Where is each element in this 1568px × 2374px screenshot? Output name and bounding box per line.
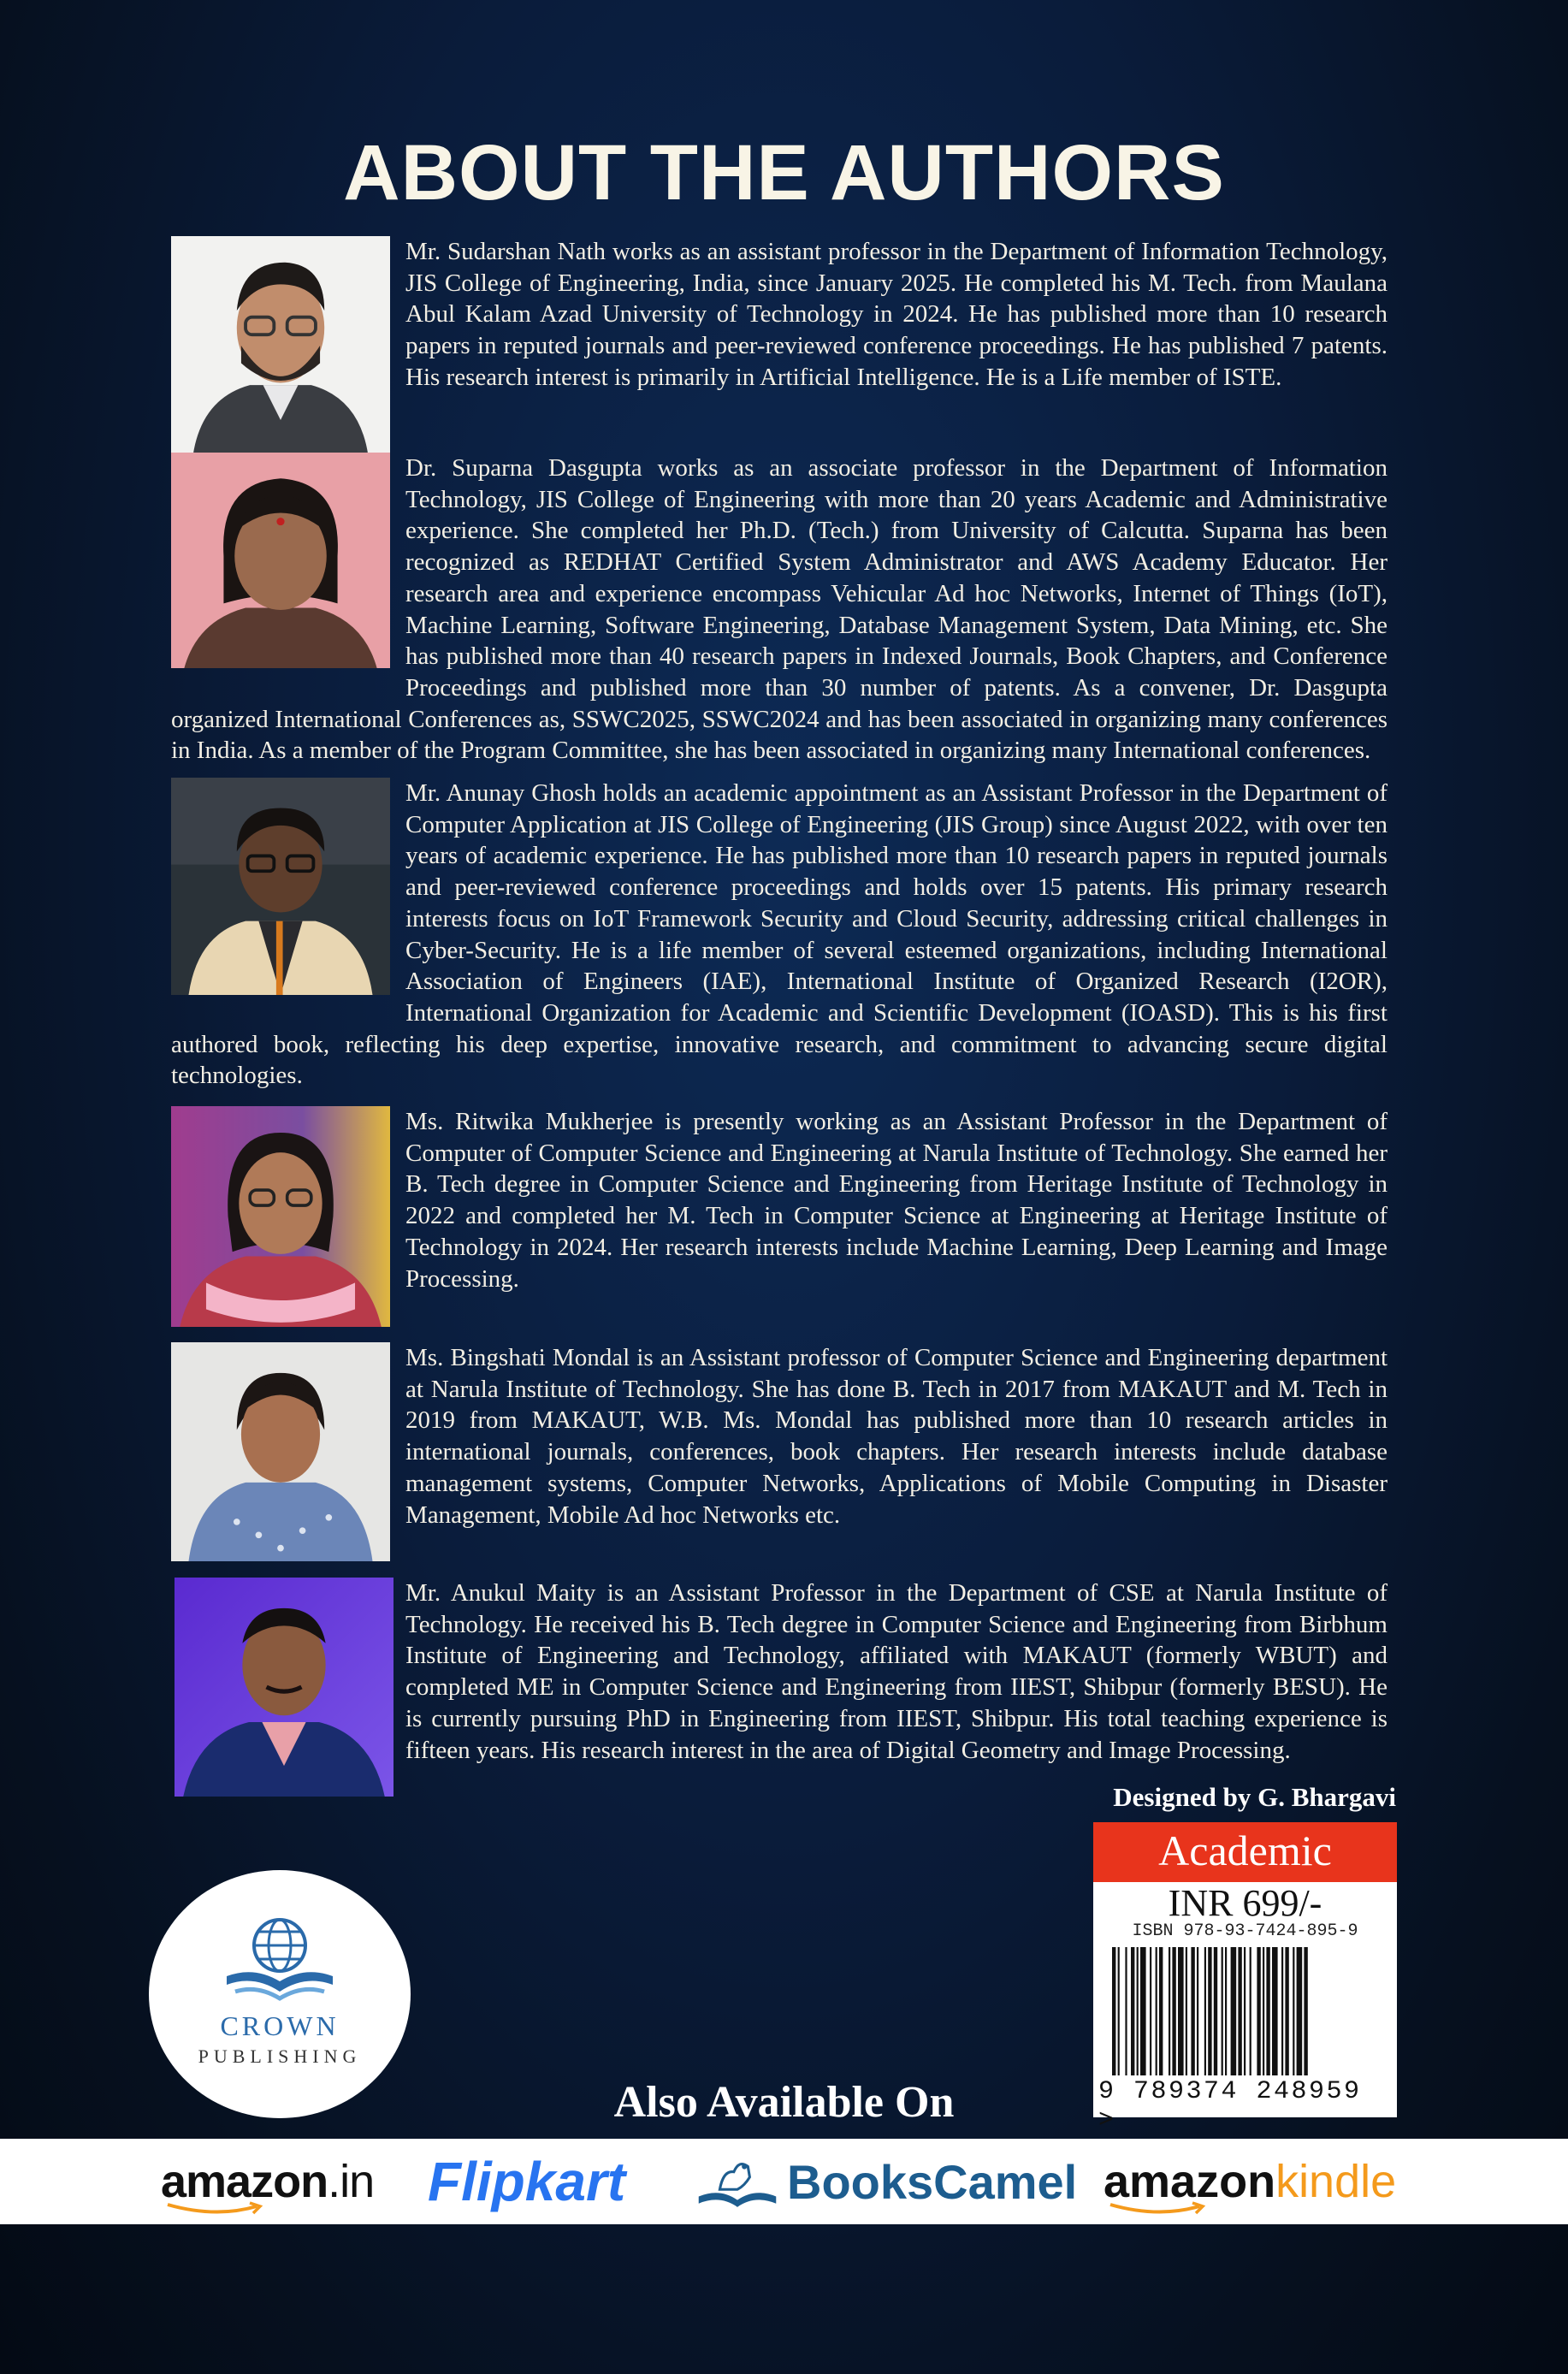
barcode-bar [1238,1947,1241,2075]
barcode-bar [1214,1947,1217,2075]
globe-book-icon [220,1913,340,2007]
bookscamel-label: BooksCamel [787,2154,1078,2209]
author-text: Mr. Anunay Ghosh holds an academic appointment as an Assistant Professor in the Department of Computer Application at JIS College of Engineering (JIS Group) since August 2022, with over ten years of academic experience. He has published more than 10 research papers in reputed journals and peer-reviewed conference proceedings and holds over 15 patents. His primary research interests focus on IoT Framework Security and Cloud Security, addressing critical challenges in Cyber-Security. He is a life member of several esteemed organizations, including International Association of Engineers (IAE), International Institute of Organized Research (I2OR), International Organization for Academic and Scientific Development (IOASD). This is his first authored book, reflecting his deep expertise, innovative research, and commitment to advancing secure digital technologies. [171,779,1388,1090]
author-bio-anunay-ghosh [171,778,1388,1092]
author-photo-anunay-ghosh [171,778,390,995]
page-title: ABOUT THE AUTHORS [343,129,1225,216]
author-photo-suparna-dasgupta [171,453,390,668]
kindle-smile-icon [1107,2201,1210,2218]
author-bio-bingshati-mondal [171,1342,1388,1566]
barcode-bar [1118,1947,1120,2075]
publisher-name-line2: PUBLISHING [198,2045,362,2067]
author-text: Ms. Bingshati Mondal is an Assistant professor of Computer Science and Engineering department at Narula Institute of Technology. She has done B. Tech in 2017 from MAKAUT and M. Tech in 2019 from MAKAUT, W.B. Ms. Mondal has published more than 10 research articles in international journals, conferences, book chapters. Her research interests include database management systems, Computer Networks, Applications of Mobile Computing in Disaster Management, Mobile Ad hoc Networks etc. [405,1344,1388,1529]
amazon-in-suffix: .in [328,2156,375,2207]
author-bio-ritwika-mukherjee [171,1106,1388,1332]
barcode-bar [1285,1947,1288,2075]
isbn-label: ISBN 978-93-7424-895-9 [1132,1921,1358,1941]
barcode-bar [1197,1947,1198,2075]
barcode-bar [1257,1947,1260,2075]
barcode-bar [1172,1947,1175,2075]
barcode-bar [1150,1947,1151,2075]
barcode-bar [1244,1947,1246,2075]
barcode-bar [1112,1947,1115,2075]
barcode-bar [1266,1947,1269,2075]
author-bio-sudarshan-nath [171,236,1388,460]
barcode-bar [1272,1947,1278,2075]
barcode-bar [1297,1947,1303,2075]
designer-credit: Designed by G. Bhargavi [1113,1782,1396,1812]
amazon-in-brand: amazon [161,2156,328,2207]
author-photo-anukul-maity [175,1578,393,1797]
barcode-bar [1191,1947,1194,2075]
barcode-bar [1178,1947,1184,2075]
author-photo-bingshati-mondal [171,1342,390,1561]
flipkart-label: Flipkart [428,2151,626,2212]
barcode-bar [1263,1947,1264,2075]
barcode-bar [1208,1947,1211,2075]
amazon-kindle-logo [1104,2139,1396,2224]
publisher-name-line1: CROWN [220,2010,340,2041]
camel-book-icon [693,2151,782,2212]
barcode-bar [1304,1947,1307,2075]
amazon-smile-icon [164,2201,267,2218]
kindle-amazon-brand: amazon [1104,2156,1276,2207]
store-logos-band [0,2139,1568,2224]
author-photo-sudarshan-nath [171,236,390,455]
barcode-bar [1156,1947,1157,2075]
barcode-bar [1204,1947,1206,2075]
author-text: Dr. Suparna Dasgupta works as an associate professor in the Department of Information Technology, JIS College of Engineering with more than 20 years Academic and Administrative experience. She completed her Ph.D. (Tech.) from University of Calcutta. Suparna has been recognized as REDHAT Certified System Administrator and AWS Academy Educator. Her research area and experience encompass Vehicular Ad hoc Networks, Internet of Things (IoT), Machine Learning, Software Engineering, Database Management System, Data Mining, etc. She has published more than 40 research papers in Indexed Journals, Book Chapters, and Conference Proceedings and published more than 30 number of patents. As a convener, Dr. Dasgupta organized International Conferences as, SSWC2025, SSWC2024 and has been associated in organizing many conferences in India. As a member of the Program Committee, she has been associated in organizing many International conferences. [171,454,1388,765]
kindle-suffix: kindle [1275,2156,1397,2207]
barcode-bar [1125,1947,1127,2075]
also-available-heading: Also Available On [613,2078,955,2127]
barcode-bar [1231,1947,1237,2075]
author-bio-suparna-dasgupta [171,453,1388,767]
category-label: Academic [1093,1822,1397,1882]
amazon-in-logo [161,2139,374,2224]
barcode-block [1093,1822,1397,2135]
author-text: Mr. Sudarshan Nath works as an assistant professor in the Department of Information Technology, JIS College of Engineering, India, since January 2025. He completed his M. Tech. from Maulana Abul Kalam Azad University of Technology in 2024. He has published more than 10 research papers in reputed journals and peer-reviewed conference proceedings. He has published 7 patents. His research interest is primarily in Artificial Intelligence. He is a Life member of ISTE. [405,238,1388,391]
barcode-bar [1222,1947,1223,2075]
barcode-bar [1159,1947,1163,2075]
barcode-bar [1131,1947,1134,2075]
author-photo-ritwika-mukherjee [171,1106,390,1327]
barcode-bars [1110,1947,1381,2075]
barcode-bar [1137,1947,1139,2075]
barcode-bar [1250,1947,1251,2075]
price-label: INR 699/- [1168,1882,1322,1924]
barcode-bar [1281,1947,1283,2075]
bookscamel-logo [693,2139,1077,2224]
author-text: Ms. Ritwika Mukherjee is presently working as an Assistant Professor in the Department of Computer of Computer Science and Engineering at Narula Institute of Technology. She earned her B. Tech degree in Computer Science and Engineering from Heritage Institute of Technology in 2022 and completed her M. Tech in Computer Science at Engineering at Heritage Institute of Technology in 2024. Her research interests include Machine Learning, Deep Learning and Image Processing. [405,1108,1388,1293]
barcode-bar [1169,1947,1170,2075]
barcode-bar [1293,1947,1294,2075]
flipkart-logo [428,2139,625,2224]
barcode-bar [1225,1947,1227,2075]
barcode-bar [1140,1947,1146,2075]
author-bio-anukul-maity [171,1578,1388,1802]
barcode-bar [1186,1947,1187,2075]
barcode-digits: 9 789374 248959 > [1098,2077,1362,2135]
author-text: Mr. Anukul Maity is an Assistant Professor in the Department of CSE at Narula Institute of Technology. He received his B. Tech degree in Computer Science and Engineering from Birbhum Institute of Engineering and Technology, affiliated with MAKAUT (formerly WBUT) and completed ME in Computer Science and Engineering from IIEST, Shibpur (formerly BESU). He is currently pursuing PhD in Engineering from IIEST, Shibpur. His total teaching experience is fifteen years. His research interest in the area of Digital Geometry and Image Processing. [405,1579,1388,1764]
